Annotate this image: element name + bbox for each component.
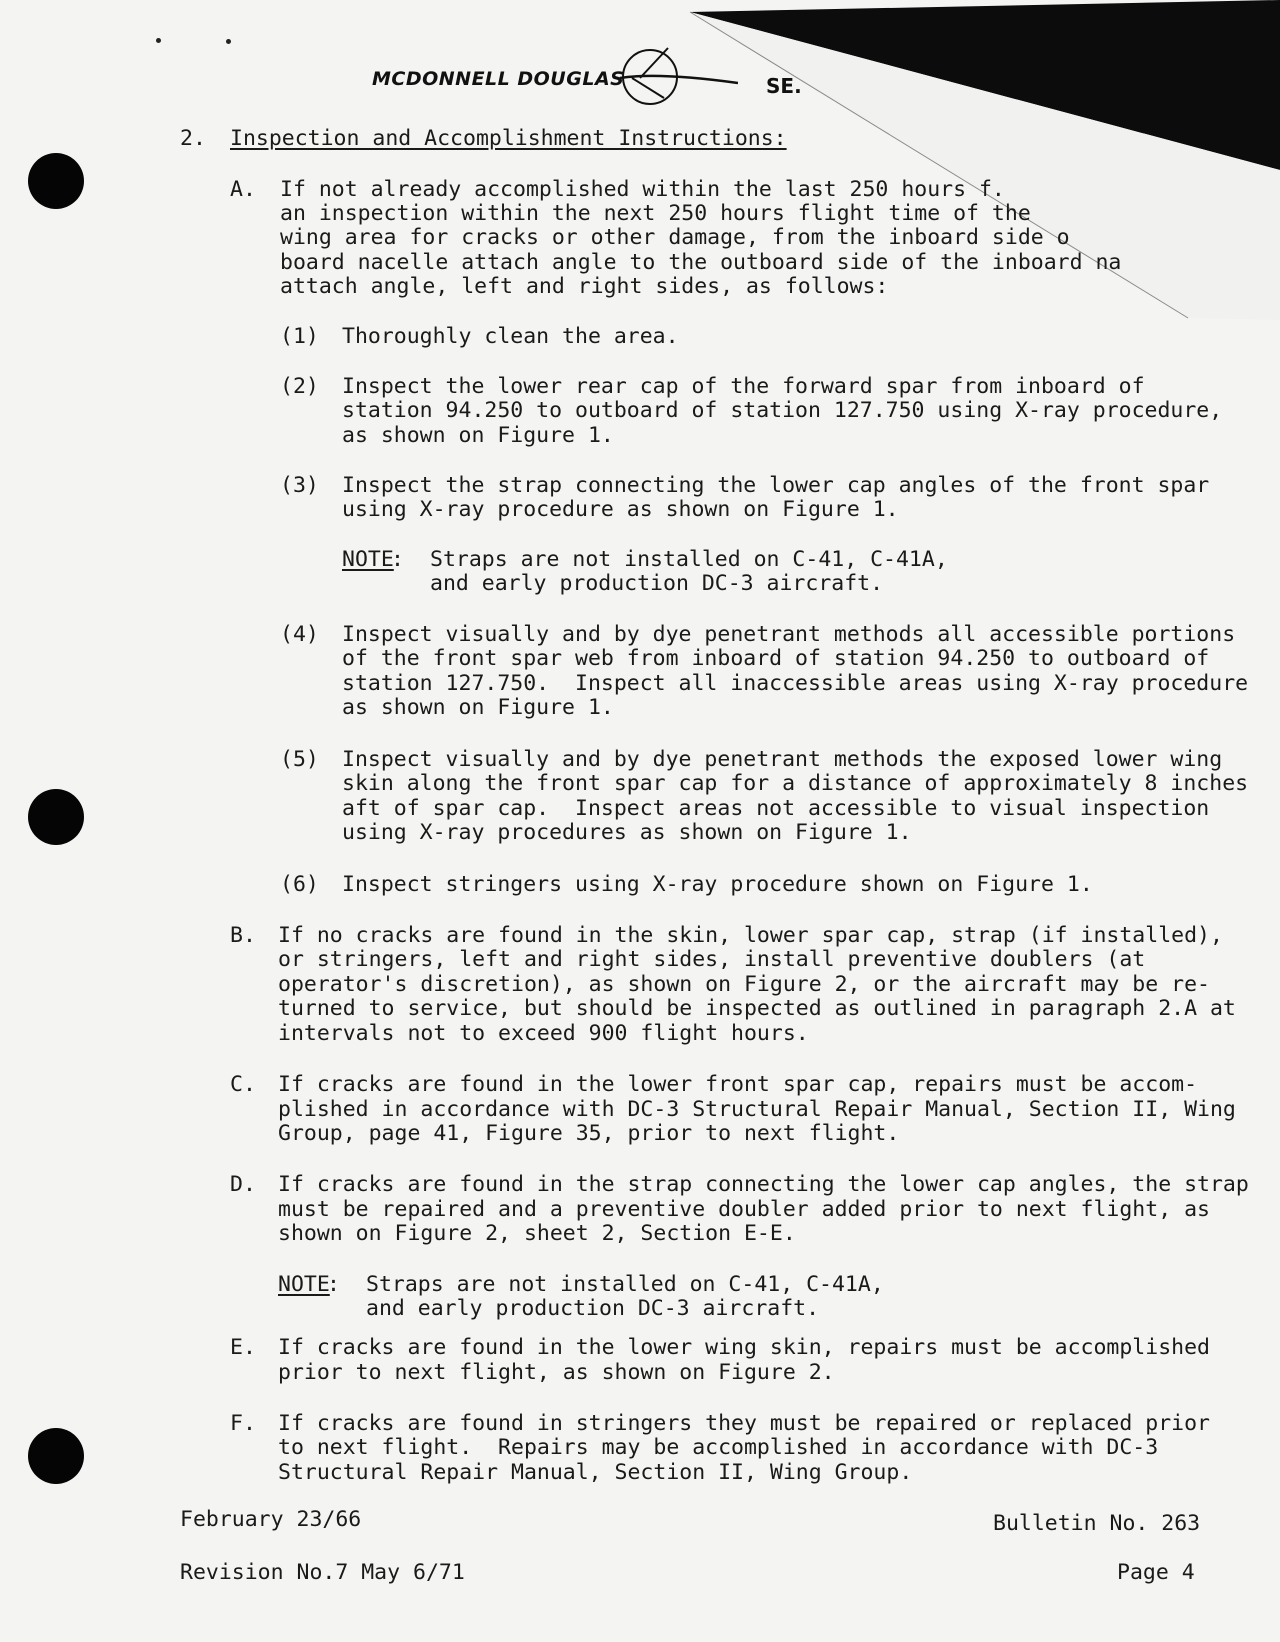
note-line: and early production DC-3 aircraft. bbox=[366, 1296, 820, 1321]
sub-item-line: using X-ray procedures as shown on Figure 1. bbox=[342, 820, 912, 845]
item-b-line: operator's discretion), as shown on Figure 2, or the aircraft may be re- bbox=[278, 972, 1210, 997]
item-label: D. bbox=[230, 1172, 256, 1197]
sub-item-label: (5) bbox=[280, 747, 319, 772]
sub-item-line: skin along the front spar cap for a distance of approximately 8 inches bbox=[342, 771, 1249, 796]
item-d-line: shown on Figure 2, sheet 2, Section E-E. bbox=[278, 1221, 796, 1246]
note-label: NOTE bbox=[278, 1272, 330, 1297]
note-line: Straps are not installed on C-41, C-41A, bbox=[366, 1272, 884, 1297]
footer-revision: Revision No.7 May 6/71 bbox=[180, 1560, 465, 1585]
item-f-line: If cracks are found in stringers they must be repaired or replaced prior bbox=[278, 1411, 1210, 1436]
binder-hole-bottom bbox=[28, 1428, 84, 1484]
item-a-line: board nacelle attach angle to the outboard side of the inboard na bbox=[280, 250, 1122, 275]
item-b-line: turned to service, but should be inspected as outlined in paragraph 2.A at bbox=[278, 996, 1236, 1021]
logo-icon bbox=[618, 40, 738, 110]
item-c-line: Group, page 41, Figure 35, prior to next flight. bbox=[278, 1121, 900, 1146]
sub-item-line: Inspect the lower rear cap of the forward spar from inboard of bbox=[342, 374, 1145, 399]
item-d-line: If cracks are found in the strap connecting the lower cap angles, the strap bbox=[278, 1172, 1249, 1197]
sub-item-line: Thoroughly clean the area. bbox=[342, 324, 679, 349]
item-e-line: prior to next flight, as shown on Figure 2. bbox=[278, 1360, 835, 1385]
footer-page-number: Page 4 bbox=[1117, 1560, 1195, 1585]
note-label: NOTE bbox=[342, 547, 394, 572]
sub-item-line: as shown on Figure 1. bbox=[342, 423, 614, 448]
sub-item-line: using X-ray procedure as shown on Figure 1. bbox=[342, 497, 899, 522]
binder-hole-middle bbox=[28, 789, 84, 845]
note-colon: : bbox=[391, 547, 404, 572]
item-b-line: or stringers, left and right sides, install preventive doublers (at bbox=[278, 947, 1146, 972]
item-f-line: to next flight. Repairs may be accomplished in accordance with DC-3 bbox=[278, 1435, 1159, 1460]
sub-item-line: station 94.250 to outboard of station 127.750 using X-ray procedure, bbox=[342, 398, 1223, 423]
sub-item-label: (4) bbox=[280, 622, 319, 647]
item-c-line: plished in accordance with DC-3 Structural Repair Manual, Section II, Wing bbox=[278, 1097, 1236, 1122]
item-a-line: an inspection within the next 250 hours flight time of the bbox=[280, 201, 1031, 226]
item-a-line: attach angle, left and right sides, as follows: bbox=[280, 274, 889, 299]
sub-item-line: Inspect visually and by dye penetrant methods the exposed lower wing bbox=[342, 747, 1223, 772]
footer-bulletin: Bulletin No. 263 bbox=[993, 1511, 1201, 1536]
sub-item-label: (2) bbox=[280, 374, 319, 399]
sub-item-line: as shown on Figure 1. bbox=[342, 695, 614, 720]
punch-mark bbox=[156, 38, 161, 43]
item-a-line: wing area for cracks or other damage, from the inboard side o bbox=[280, 225, 1070, 250]
sub-item-line: station 127.750. Inspect all inaccessible areas using X-ray procedure bbox=[342, 671, 1249, 696]
punch-mark bbox=[226, 39, 231, 44]
note-colon: : bbox=[327, 1272, 340, 1297]
section-title: Inspection and Accomplishment Instructions: bbox=[230, 126, 787, 151]
item-label: A. bbox=[230, 177, 256, 202]
item-d-line: must be repaired and a preventive doubler added prior to next flight, as bbox=[278, 1197, 1210, 1222]
item-label: E. bbox=[230, 1335, 256, 1360]
sub-item-line: aft of spar cap. Inspect areas not accessible to visual inspection bbox=[342, 796, 1210, 821]
item-a-line: If not already accomplished within the last 250 hours f. bbox=[280, 177, 1005, 202]
sub-item-label: (6) bbox=[280, 872, 319, 897]
sub-item-line: Inspect stringers using X-ray procedure shown on Figure 1. bbox=[342, 872, 1093, 897]
binder-hole-top bbox=[28, 153, 84, 209]
item-f-line: Structural Repair Manual, Section II, Wing Group. bbox=[278, 1460, 913, 1485]
item-c-line: If cracks are found in the lower front spar cap, repairs must be accom- bbox=[278, 1072, 1198, 1097]
item-b-line: intervals not to exceed 900 flight hours. bbox=[278, 1021, 809, 1046]
sub-item-line: of the front spar web from inboard of station 94.250 to outboard of bbox=[342, 646, 1210, 671]
sub-item-label: (1) bbox=[280, 324, 319, 349]
section-number: 2. bbox=[180, 126, 206, 151]
note-line: Straps are not installed on C-41, C-41A, bbox=[430, 547, 948, 572]
item-label: B. bbox=[230, 923, 256, 948]
header-partial-text: SE. bbox=[766, 74, 802, 98]
sub-item-label: (3) bbox=[280, 473, 319, 498]
item-label: F. bbox=[230, 1411, 256, 1436]
sub-item-line: Inspect the strap connecting the lower cap angles of the front spar bbox=[342, 473, 1210, 498]
footer-date: February 23/66 bbox=[180, 1507, 362, 1532]
item-e-line: If cracks are found in the lower wing skin, repairs must be accomplished bbox=[278, 1335, 1210, 1360]
sub-item-line: Inspect visually and by dye penetrant methods all accessible portions bbox=[342, 622, 1236, 647]
item-label: C. bbox=[230, 1072, 256, 1097]
note-line: and early production DC-3 aircraft. bbox=[430, 571, 884, 596]
item-b-line: If no cracks are found in the skin, lower spar cap, strap (if installed), bbox=[278, 923, 1223, 948]
brand-wordmark: MCDONNELL DOUGLAS bbox=[372, 68, 625, 90]
